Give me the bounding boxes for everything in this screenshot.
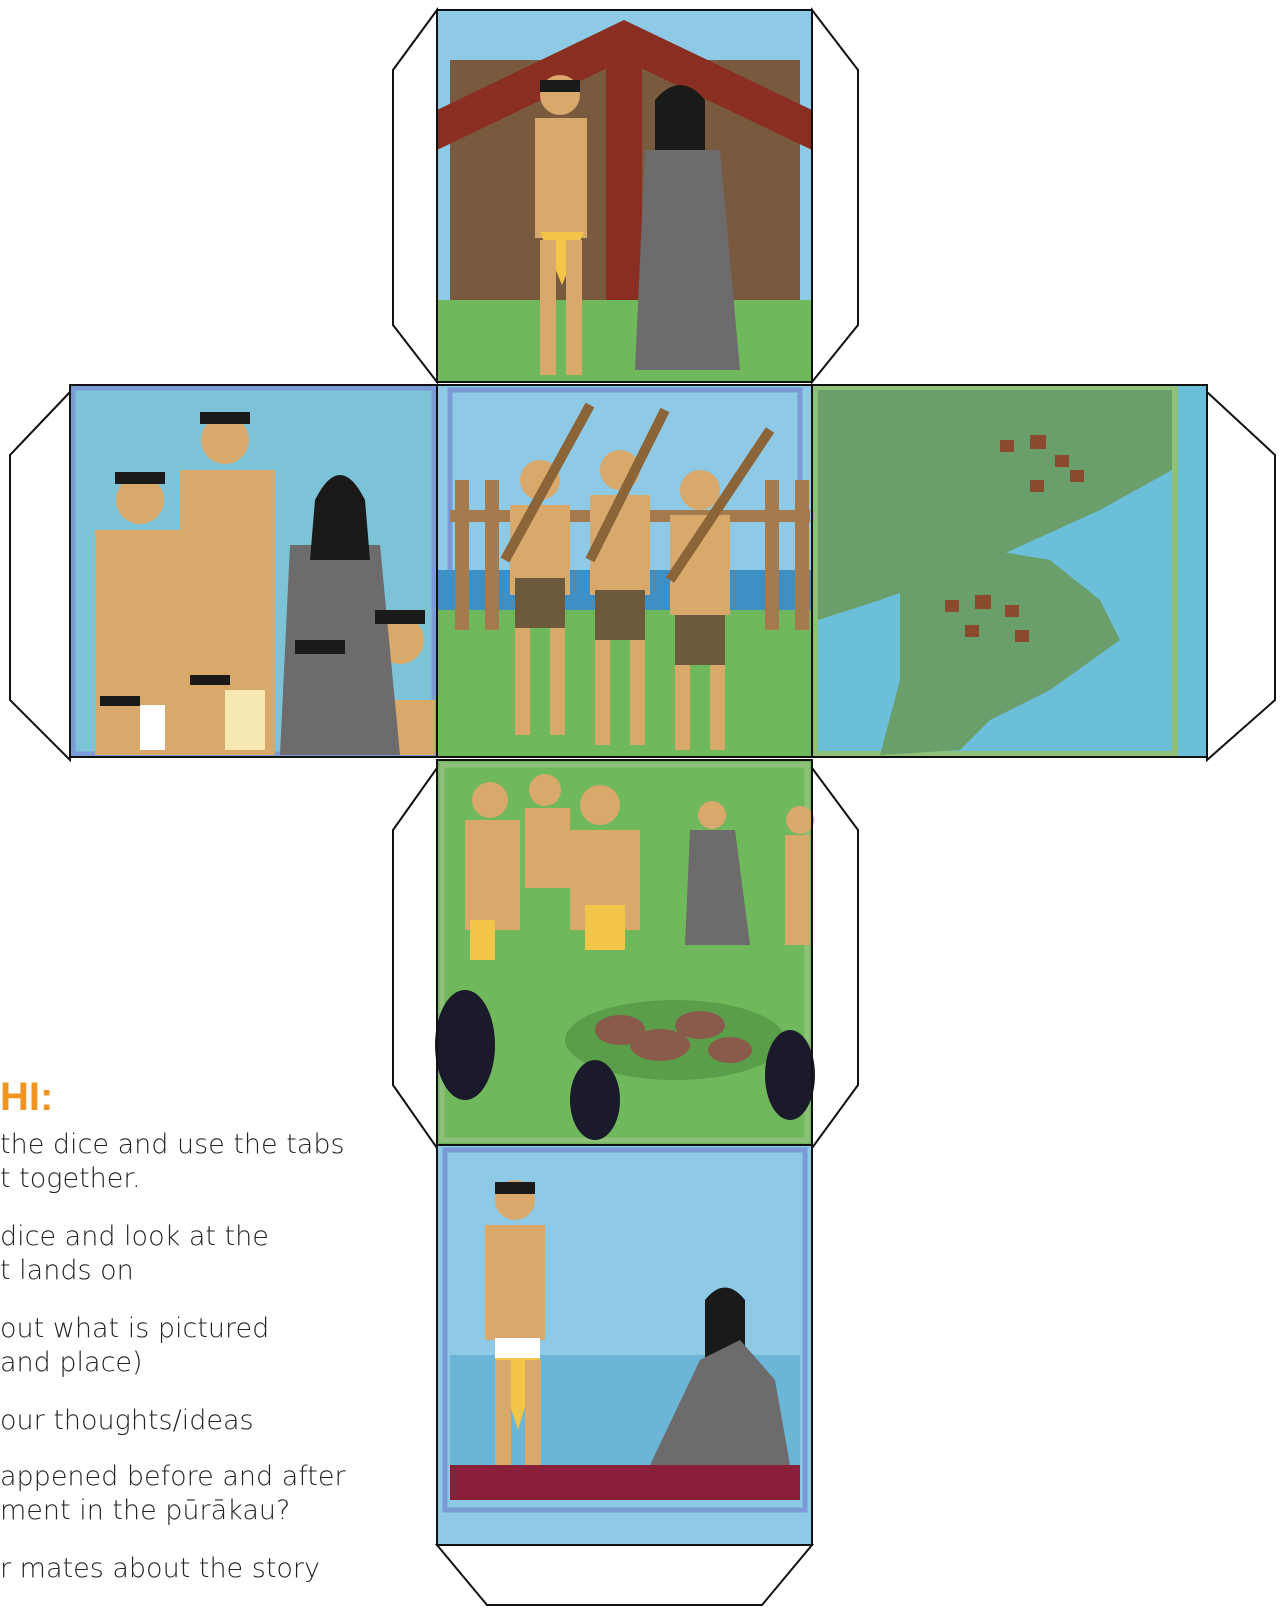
instruction-step-3: out what is pictured and place) [0,1313,270,1378]
tab-top-right [812,10,858,382]
instruction-step-5: appened before and after ment in the pūrākau? [0,1461,346,1526]
face-group [70,385,437,757]
tab-top-left [393,10,437,382]
tab-bottom [437,1545,812,1605]
face-feast [435,760,815,1145]
tab-left [10,392,70,760]
face-warriors [437,385,812,757]
face-whare [437,10,812,382]
instructions-heading: HI: [0,1075,54,1119]
face-shore [437,1145,812,1545]
instruction-step-1: the dice and use the tabs t together. [0,1129,345,1194]
face-map [812,385,1207,757]
tab-mid-left [393,768,437,1148]
instruction-step-4: our thoughts/ideas [0,1405,254,1436]
tab-mid-right [812,768,858,1148]
tab-right [1207,392,1275,760]
instruction-step-6: r mates about the story [0,1553,321,1584]
instruction-step-2: dice and look at the t lands on [0,1221,269,1286]
